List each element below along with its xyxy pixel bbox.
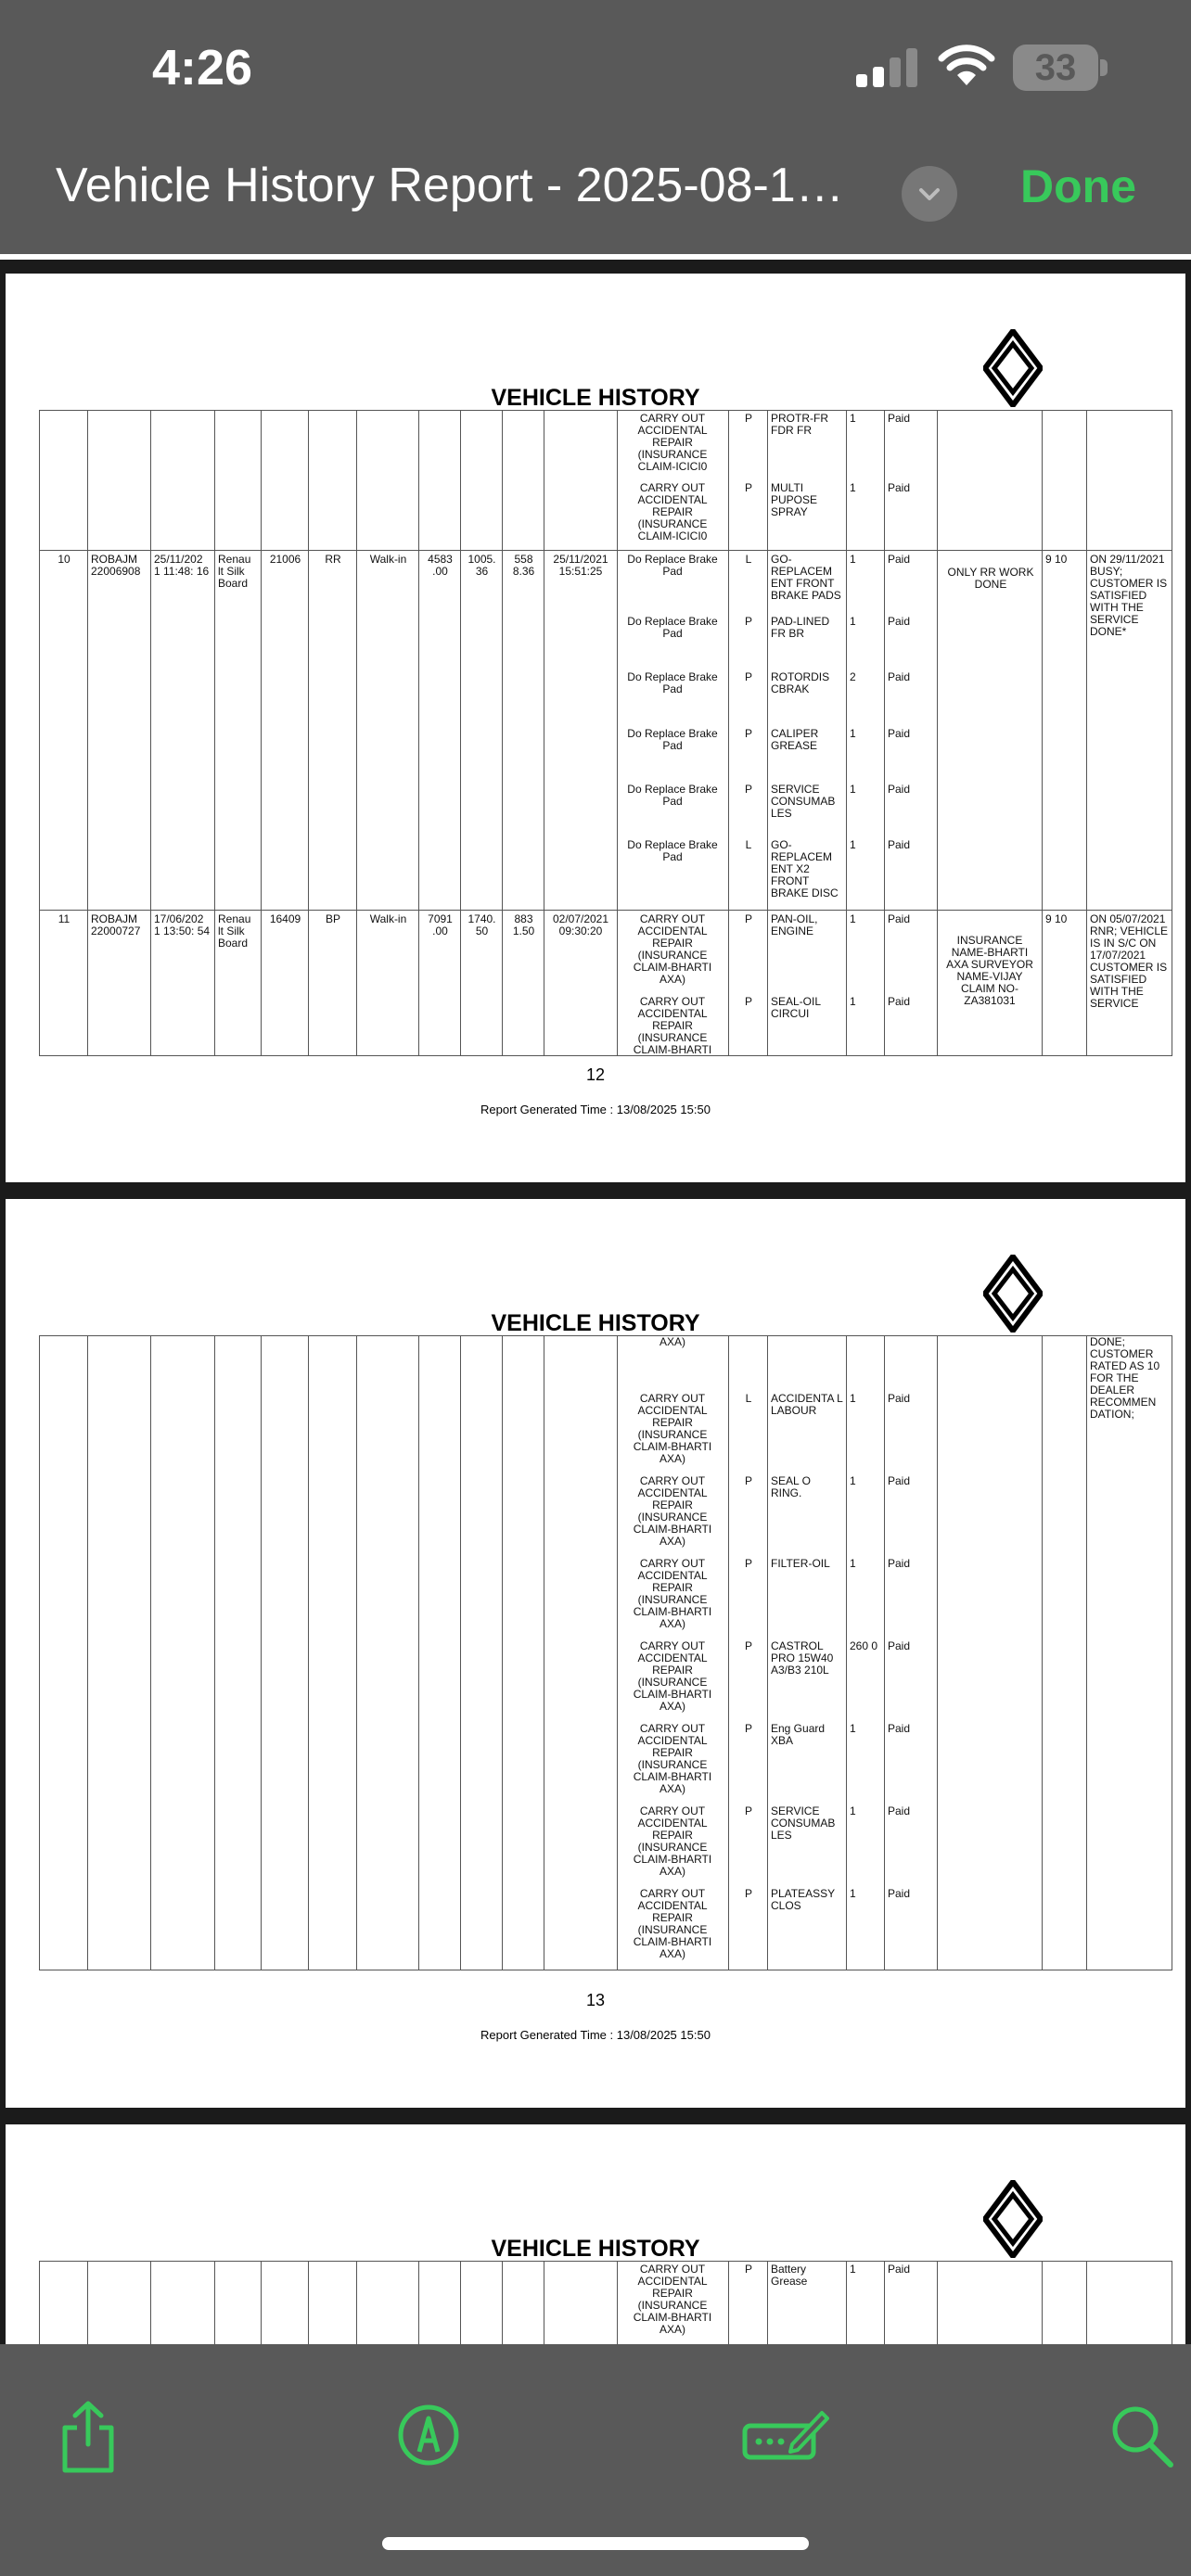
table-cell: Renau lt Silk Board [218,554,251,590]
table-cell: 1 [850,839,856,851]
table-cell: 02/07/2021 09:30:20 [552,913,609,937]
pdf-page [6,2124,1185,2344]
table-cell: Paid [888,413,911,425]
document-viewer[interactable] [0,260,1191,2344]
table-cell: P [744,671,752,683]
table-cell: FILTER-OIL [771,1558,830,1570]
table-cell: L [745,839,752,851]
table-cell: CARRY OUT ACCIDENTAL REPAIR (INSURANCE CLAIM-BHARTI AXA) [633,1723,712,1795]
history-table [39,410,1172,1056]
table-cell: P [744,1723,752,1735]
table-cell: 558 8.36 [512,554,535,578]
table-cell: P [744,413,752,425]
status-time: 4:26 [152,40,253,96]
table-cell: ROBAJM 22000727 [91,913,141,937]
table-cell: 1 [850,616,856,628]
table-cell: 1 [850,913,856,925]
table-cell: 260 0 [850,1640,878,1652]
title-menu-button[interactable] [902,166,957,222]
table-cell: Paid [888,1640,911,1652]
table-cell: Paid [888,1558,911,1570]
table-cell: 1 [850,1475,856,1487]
table-cell: 1 [850,2264,856,2276]
table-cell: AXA) [659,1336,685,1348]
table-cell: P [744,1640,752,1652]
report-generated-time: Report Generated Time : 13/08/2025 15:50 [480,2028,711,2042]
table-cell: 1 [850,413,856,425]
table-cell: 2 [850,671,856,683]
table-cell: 9 10 [1045,913,1068,925]
table-cell: CARRY OUT ACCIDENTAL REPAIR (INSURANCE CLAIM-BHARTI AXA) [633,1393,712,1465]
table-cell: Paid [888,554,911,566]
table-cell: 1 [850,1888,856,1900]
share-icon[interactable] [58,2400,119,2474]
home-indicator[interactable] [382,2537,809,2550]
table-cell: CARRY OUT ACCIDENTAL REPAIR (INSURANCE CLAIM-ICICI0 [637,413,708,473]
table-cell: Do Replace Brake Pad [627,671,718,695]
table-cell: Do Replace Brake Pad [627,839,718,863]
signature-icon[interactable] [742,2407,829,2463]
table-cell: ONLY RR WORK DONE [947,567,1034,591]
table-cell: BP [325,913,340,925]
table-cell: 1005. 36 [467,554,496,578]
table-cell: P [744,784,752,796]
table-cell: CARRY OUT ACCIDENTAL REPAIR (INSURANCE CLAIM-BHARTI AXA) [633,1640,712,1713]
table-cell: Walk-in [369,554,407,566]
table-cell: Battery Grease [771,2264,808,2288]
battery-icon [1013,45,1098,91]
table-cell: Paid [888,1888,911,1900]
table-cell: ON 05/07/2021 RNR; VEHICLE IS IN S/C ON 17/07/2021 CUSTOMER IS SATISFIED WITH THE SERVICE [1090,913,1169,1010]
table-cell: CARRY OUT ACCIDENTAL REPAIR (INSURANCE CLAIM-BHARTI AXA) [633,1558,712,1630]
page-title: VEHICLE HISTORY [491,1310,700,1336]
table-cell: Paid [888,1393,911,1405]
pdf-page [6,274,1185,1182]
table-cell: PAN-OIL, ENGINE [771,913,818,937]
wifi-icon [937,45,996,89]
table-cell: 25/11/202 1 11:48: 16 [154,554,210,578]
table-cell: P [744,2264,752,2276]
table-cell: Paid [888,671,911,683]
table-cell: Paid [888,913,911,925]
table-cell: Paid [888,2264,911,2276]
history-table [39,2261,1172,2344]
table-cell: P [744,616,752,628]
table-cell: PLATEASSY CLOS [771,1888,835,1912]
table-cell: CARRY OUT ACCIDENTAL REPAIR (INSURANCE CLAIM-BHARTI AXA) [633,1888,712,1960]
table-cell: Paid [888,1475,911,1487]
table-cell: CARRY OUT ACCIDENTAL REPAIR (INSURANCE CLAIM-BHARTI [633,996,712,1055]
table-cell: P [744,1805,752,1817]
table-cell: 1 [850,554,856,566]
table-cell: CALIPER GREASE [771,728,819,752]
table-cell: L [745,1393,752,1405]
table-cell: Paid [888,728,911,740]
table-cell: P [744,996,752,1008]
table-cell: DONE; CUSTOMER RATED AS 10 FOR THE DEALER RECOMMEN DATION; [1090,1336,1160,1421]
table-cell: P [744,728,752,740]
table-cell: 1740. 50 [467,913,496,937]
page-title: VEHICLE HISTORY [491,385,700,411]
document-title[interactable]: Vehicle History Report - 2025-08-1… [56,159,844,212]
table-cell: SERVICE CONSUMAB LES [771,1805,836,1842]
table-cell: 1 [850,784,856,796]
table-cell: Renau lt Silk Board [218,913,251,950]
table-cell: INSURANCE NAME-BHARTI AXA SURVEYOR NAME-VIJAY CLAIM NO-ZA381031 [946,935,1033,1007]
table-cell: ROTORDIS CBRAK [771,671,830,695]
table-cell: 1 [850,728,856,740]
table-cell: ROBAJM 22006908 [91,554,141,578]
table-cell: CARRY OUT ACCIDENTAL REPAIR (INSURANCE CLAIM-BHARTI AXA) [633,2264,712,2336]
table-cell: ON 29/11/2021 BUSY; CUSTOMER IS SATISFIED WITH THE SERVICE DONE* [1090,554,1168,638]
table-cell: 1 [850,1723,856,1735]
table-cell: MULTI PUPOSE SPRAY [771,482,818,518]
table-cell: 16409 [269,913,301,925]
table-cell: Walk-in [369,913,407,925]
table-cell: 1 [850,1805,856,1817]
search-icon[interactable] [1109,2404,1174,2468]
table-cell: ACCIDENTA L LABOUR [771,1393,843,1417]
page-number: 12 [585,1065,606,1084]
done-button[interactable]: Done [1020,160,1136,212]
table-cell: Paid [888,996,911,1008]
table-cell: Do Replace Brake Pad [627,554,718,578]
table-cell: Eng Guard XBA [771,1723,826,1747]
table-cell: Do Replace Brake Pad [627,784,718,808]
table-cell: GO-REPLACEM ENT FRONT BRAKE PADS [771,554,841,602]
history-table [39,1335,1172,1970]
battery-nub [1100,59,1108,76]
table-cell: SERVICE CONSUMAB LES [771,784,836,820]
table-cell: Paid [888,1723,911,1735]
table-cell: 9 10 [1045,554,1068,566]
markup-icon[interactable] [397,2404,460,2467]
table-cell: 17/06/202 1 13:50: 54 [154,913,211,937]
table-cell: P [744,1888,752,1900]
table-cell: 4583 .00 [428,554,453,578]
table-cell: RR [325,554,341,566]
table-cell: SEAL O RING. [771,1475,811,1499]
table-cell: PAD-LINED FR BR [771,616,830,640]
table-cell: Paid [888,784,911,796]
table-cell: GO-REPLACEM ENT X2 FRONT BRAKE DISC [771,839,839,899]
table-cell: Paid [888,839,911,851]
table-cell: 1 [850,1558,856,1570]
table-cell: SEAL-OIL CIRCUI [771,996,821,1020]
table-cell: 11 [58,913,70,925]
table-cell: Do Replace Brake Pad [627,728,718,752]
page-title: VEHICLE HISTORY [491,2236,700,2262]
table-cell: 7091 .00 [428,913,453,937]
table-cell: Do Replace Brake Pad [627,616,718,640]
table-cell: 21006 [269,554,301,566]
table-cell: Paid [888,1805,911,1817]
status-bar [0,0,1191,139]
table-cell: Paid [888,616,911,628]
table-cell: P [744,1475,752,1487]
chevron-down-icon [902,166,957,222]
table-cell: CARRY OUT ACCIDENTAL REPAIR (INSURANCE CLAIM-BHARTI AXA) [633,1475,712,1548]
table-cell: CARRY OUT ACCIDENTAL REPAIR (INSURANCE CLAIM-BHARTI AXA) [633,1805,712,1878]
table-cell: P [744,1558,752,1570]
table-cell: P [744,482,752,494]
battery-level: 33 [1034,47,1077,88]
table-cell: 1 [850,1393,856,1405]
cellular-signal-icon [856,48,919,89]
table-cell: 25/11/2021 15:51:25 [553,554,608,578]
table-cell: CARRY OUT ACCIDENTAL REPAIR (INSURANCE CLAIM-ICICI0 [637,482,708,542]
table-cell: 10 [58,554,70,566]
page-number: 13 [585,1991,606,2009]
table-cell: Paid [888,482,911,494]
report-generated-time: Report Generated Time : 13/08/2025 15:50 [480,1103,711,1116]
table-cell: L [745,554,752,566]
table-cell: CARRY OUT ACCIDENTAL REPAIR (INSURANCE CLAIM-BHARTI AXA) [633,913,712,986]
table-cell: 1 [850,996,856,1008]
table-cell: 1 [850,482,856,494]
table-cell: PROTR-FR FDR FR [771,413,828,437]
pdf-page [6,1199,1185,2108]
table-cell: 883 1.50 [512,913,535,937]
table-cell: CASTROL PRO 15W40 A3/B3 210L [771,1640,834,1677]
table-cell: P [744,913,752,925]
